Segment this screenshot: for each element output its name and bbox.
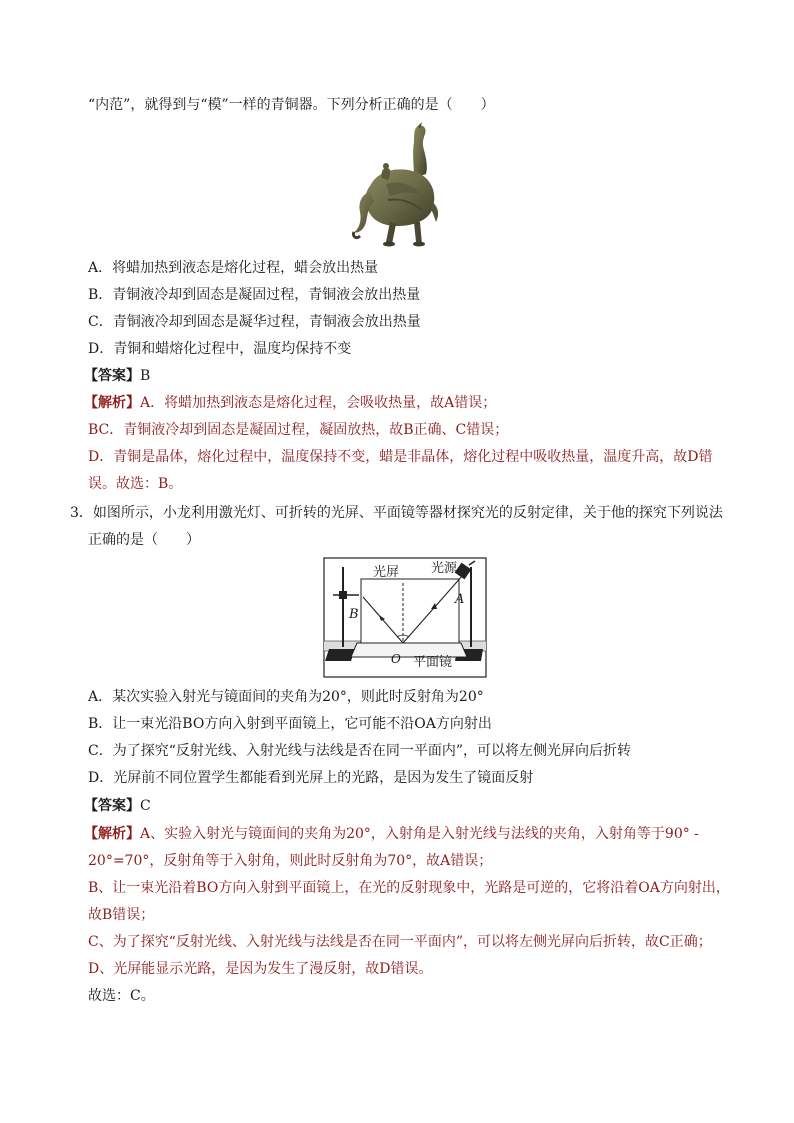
q2-option-a: A．将蜡加热到液态是熔化过程，蜡会放出热量 (88, 260, 379, 276)
q3-analysis-label: 【解析】 (84, 826, 140, 842)
mirror-label: 平面镜 (413, 655, 453, 670)
point-a-label: A (455, 592, 465, 607)
q2-answer-label: 【答案】 (84, 368, 140, 384)
q3-answer-value: C (140, 798, 151, 814)
q2-analysis-line-1 (84, 393, 496, 413)
q2-analysis-label: 【解析】 (84, 395, 140, 411)
q3-analysis-line-2: 20°=70°，反射角等于入射角，则此时反射角为70°，故A错误； (88, 853, 493, 869)
q3-option-a: A．某次实验入射光与镜面间的夹角为20°，则此时反射角为20° (88, 689, 484, 705)
q3-analysis-line-6: D、光屏能显示光路，是因为发生了漫反射，故D错误。 (88, 961, 433, 977)
screen-label: 光屏 (373, 565, 400, 580)
q3-answer (84, 796, 151, 816)
q3-analysis-text-1: A、实验入射光与镜面间的夹角为20°，入射角是入射光线与法线的夹角，入射角等于90° - (140, 826, 699, 842)
q2-analysis-text-1: A．将蜡加热到液态是熔化过程，会吸收热量，故A错误； (140, 395, 497, 411)
q3-stem-line-2: 正确的是（ ） (88, 532, 200, 548)
point-o-label: O (391, 652, 401, 666)
q2-analysis-line-4: 误。故选：B。 (88, 476, 183, 492)
q3-analysis-line-5: C、为了探究“反射光线、入射光线与法线是否在同一平面内”，可以将左侧光屏向后折转，故C正确； (88, 934, 712, 950)
q3-answer-label: 【答案】 (84, 798, 140, 814)
q3-analysis-line-1 (84, 824, 699, 844)
q2-option-b: B．青铜液冷却到固态是凝固过程，青铜液会放出热量 (88, 287, 421, 303)
q3-option-c: C．为了探究“反射光线、入射光线与法线是否在同一平面内”，可以将左侧光屏向后折转 (88, 743, 632, 759)
point-b-label: B (349, 607, 359, 622)
q3-option-d: D．光屏前不同位置学生都能看到光屏上的光路，是因为发生了镜面反射 (88, 770, 534, 786)
q2-answer-value: B (140, 368, 151, 384)
q3-stem-line-1: 3．如图所示，小龙利用激光灯、可折转的光屏、平面镜等器材探究光的反射定律，关于他的探究下列说法 (70, 505, 723, 521)
q3-analysis-line-3: B、让一束光沿着BO方向入射到平面镜上，在光的反射现象中，光路是可逆的，它将沿着OA方向射出， (88, 880, 730, 896)
source-label: 光源 (431, 561, 458, 576)
q2-answer (84, 366, 150, 386)
bronze-vessel-image (352, 122, 444, 250)
q2-analysis-line-2: BC．青铜液冷却到固态是凝固过程，凝固放热，故B正确、C错误； (88, 422, 509, 438)
reflection-diagram (323, 557, 487, 678)
q2-option-d: D．青铜和蜡熔化过程中，温度均保持不变 (88, 341, 352, 357)
q2-option-c: C．青铜液冷却到固态是凝华过程，青铜液会放出热量 (88, 314, 421, 330)
q3-analysis-line-7: 故选：C。 (88, 988, 155, 1004)
q3-analysis-line-4: 故B错误； (88, 907, 155, 923)
q2-stem-tail: “内范”，就得到与“模”一样的青铜器。下列分析正确的是（ ） (88, 97, 495, 113)
q2-analysis-line-3: D．青铜是晶体，熔化过程中，温度保持不变，蜡是非晶体，熔化过程中吸收热量，温度升高，故D错 (88, 449, 713, 465)
q3-option-b: B．让一束光沿BO方向入射到平面镜上，它可能不沿OA方向射出 (88, 716, 492, 732)
